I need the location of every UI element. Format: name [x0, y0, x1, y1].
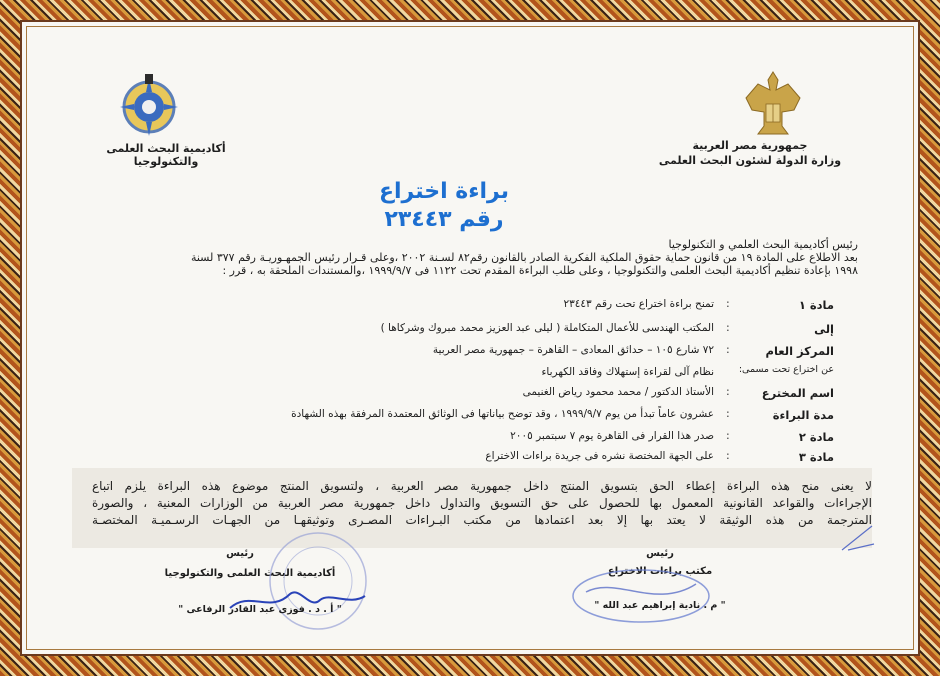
- issuer-block: [640, 138, 860, 168]
- row-colon: :: [726, 449, 730, 462]
- disclaimer-line-3: المترجمة من هذه الوثيقة لا يعتد بها إلا بعد اعتمادها من مكتب البـراءات المصـرى وتوثيقهـا من الجهـات الرسـميـة المختصـة: [92, 513, 872, 527]
- row-value-to: المكتب الهندسى للأعمال المتكاملة ( ليلى عبد العزيز محمد مبروك وشركاها ): [380, 322, 714, 334]
- disclaimer-text: [92, 478, 872, 529]
- row-colon: :: [726, 385, 730, 398]
- disclaimer-line-2: الإجراءات والقواعد القانونية المعمول بها للحصول على حق التسويق والتداول داخل جمهورية مصر العربية من الوزارات المعنية ، والصورة: [92, 496, 872, 510]
- title-number: رقم ٢٣٤٤٣: [384, 207, 504, 232]
- row-colon: :: [726, 407, 730, 420]
- row-label-duration: مدة البراءة: [772, 408, 834, 422]
- left-signature-title: رئيس: [226, 548, 254, 559]
- pen-mark-icon: [838, 520, 878, 560]
- intro-text: [118, 238, 858, 277]
- left-signature-org: أكاديمية البحث العلمى والتكنولوجيا: [164, 568, 336, 579]
- row-label-to: إلى: [814, 322, 834, 336]
- certificate-title: [354, 178, 534, 234]
- row-label-headquarters: المركز العام: [765, 344, 834, 358]
- academy-logo-icon: [114, 70, 184, 140]
- row-label-article-3: مادة ٣: [798, 450, 834, 464]
- row-colon: :: [726, 429, 730, 442]
- row-value-inventor: الأستاذ الدكتور / محمد محمود رياض الغنيمى: [522, 386, 714, 398]
- row-value-article-2: صدر هذا القرار فى القاهرة يوم ٧ سبتمبر ٢٠٠٥: [510, 430, 714, 442]
- disclaimer-line-1: لا يعنى منح هذه البراءة إعطاء الحق بتسويق المنتج داخل جمهورية مصر العربية ، ولتسويق المنتج موضوع هذه البراءة يلزم اتباع: [92, 479, 872, 493]
- intro-line-2: بعد الاطلاع على المادة ١٩ من قانون حماية حقوق الملكية الفكرية الصادر بالقانون رقم٨٢ لسـنة ٢٠٠٢ ،وعلى قـرار رئيس الجمهـوريـة رقم ٣٧٧ لسنة: [190, 251, 858, 264]
- row-colon: :: [726, 343, 730, 356]
- right-signature-name: " م . نادية إبراهيم عبد الله ": [594, 600, 726, 611]
- row-value-duration: عشرون عاماً تبدأ من يوم ١٩٩٩/٩/٧ ، وقد توضح بياناتها فى الوثائق المعتمدة المرفقة بهذه الشهادة: [291, 408, 714, 420]
- row-label-article-2: مادة ٢: [798, 430, 834, 444]
- ministry-name: وزارة الدولة لشئون البحث العلمى: [658, 154, 842, 167]
- row-colon: :: [726, 297, 730, 310]
- invention-name: نظام آلى لقراءة إستهلاك وفاقد الكهرباء: [541, 366, 714, 378]
- row-value-article-1: تمنح براءة اختراع تحت رقم ٢٣٤٤٣: [563, 298, 714, 310]
- left-signature-name: " أ . د . فوزى عبد القادر الرفاعى ": [178, 604, 342, 615]
- eagle-emblem-icon: [742, 68, 804, 140]
- intro-line-1: رئيس أكاديمية البحث العلمي و التكنولوجيا: [668, 238, 858, 251]
- right-signature-title: رئيس: [646, 548, 674, 559]
- row-value-headquarters: ٧٢ شارع ١٠٥ – حدائق المعادى – القاهرة – جمهورية مصر العربية: [432, 344, 714, 356]
- row-value-article-3: على الجهة المختصة نشره فى جريدة براءات الاختراع: [485, 450, 714, 462]
- intro-line-3: ١٩٩٨ بإعادة تنظيم أكاديمية البحث العلمى والتكنولوجيا ، وعلى طلب البراءة المقدم تحت ١١٢٢ فى ١٩٩٩/٩/٧ ،والمستندات الملحقة به ، قرر :: [222, 264, 858, 277]
- title-patent: براءة اختراع: [378, 179, 509, 204]
- row-label-article-1: مادة ١: [798, 298, 834, 312]
- row-label-inventor: اسم المخترع: [761, 386, 834, 400]
- blue-stamp-icon: [566, 566, 716, 626]
- academy-name-top: أكاديمية البحث العلمى والتكنولوجيا: [106, 142, 226, 168]
- right-signature-org: مكتب براءات الاختراع: [607, 566, 713, 577]
- invention-prefix: عن اختراع تحت مسمى:: [738, 364, 834, 375]
- country-name: جمهورية مصر العربية: [692, 139, 808, 152]
- row-colon: :: [726, 321, 730, 334]
